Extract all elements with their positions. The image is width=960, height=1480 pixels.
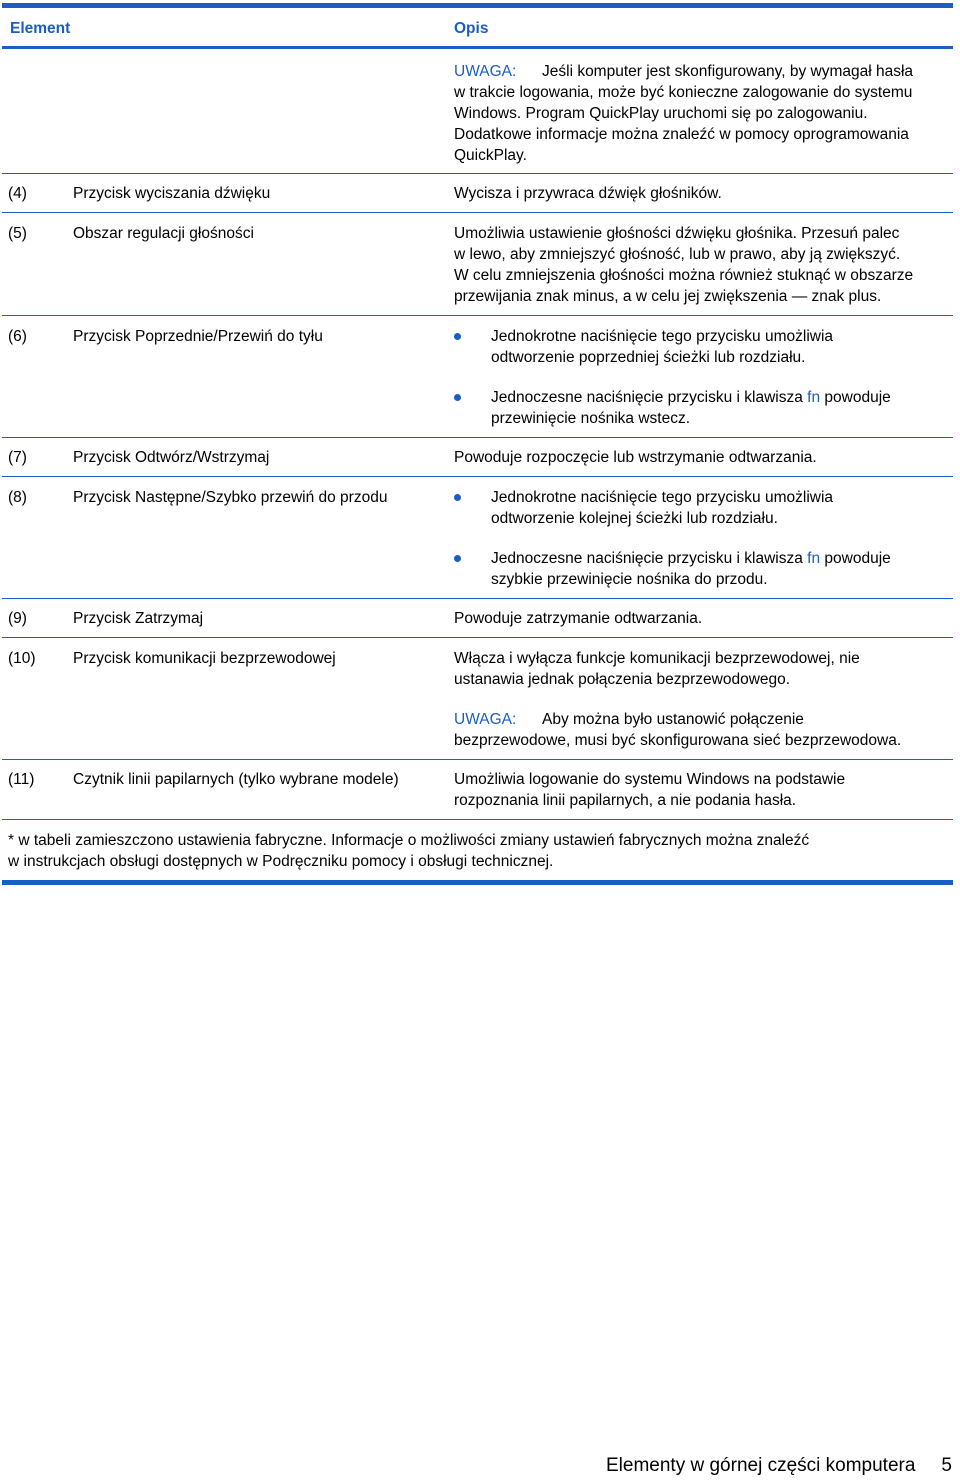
row-separator [2, 598, 953, 599]
table-footnote: * w tabeli zamieszczono ustawienia fabryczne. Informacje o możliwości zmiany ustawień fabrycznych można znaleźć w instrukcjach obsługi dostępnych w Podręczniku pomocy i obsługi technicznej. [8, 832, 810, 870]
header-rule [2, 46, 953, 49]
row-separator [2, 212, 953, 213]
bullet-icon [454, 555, 461, 562]
row-separator [2, 476, 953, 477]
note-block: UWAGA: Aby można było ustanowić połączenie bezprzewodowe, musi być skonfigurowana sieć bezprzewodowa. [454, 711, 902, 749]
note-block: UWAGA: Jeśli komputer jest skonfigurowany, by wymagał hasła w trakcie logowania, może być konieczne zalogowanie do systemu Windows. Program QuickPlay uruchomi się po zalogowaniu. Dodatkowe informacje można znaleźć w pomocy oprogramowania QuickPlay. [454, 63, 914, 164]
page-number: 5 [941, 1455, 952, 1476]
fn-key: fn [807, 550, 821, 567]
footer-section-title: Elementy w górnej części komputera [606, 1455, 916, 1476]
bullet-icon [454, 333, 461, 340]
row-separator [2, 637, 953, 638]
fn-key: fn [807, 389, 821, 406]
row-separator [2, 315, 953, 316]
note-label: UWAGA: [454, 63, 517, 80]
row-separator [2, 173, 953, 174]
bullet-icon [454, 494, 461, 501]
header-element: Element [10, 20, 71, 37]
row-separator [2, 437, 953, 438]
table-top-rule [2, 3, 953, 8]
note-label: UWAGA: [454, 711, 517, 728]
header-description: Opis [454, 20, 489, 37]
table-bottom-rule [2, 880, 953, 885]
document-page: Element Opis UWAGA: Jeśli komputer jest skonfigurowany, by wymagał hasła w trakcie logowania, może być konieczne zalogowanie do systemu Windows. Program QuickPlay uruchomi się po zalogowaniu. Dodatkowe informacje można znaleźć w pomocy oprogramowania QuickPlay. (4) Przycisk wyciszania dźwięku Wycisza i przywraca dźwięk głośników. (5) Obszar regulacji głośności Umożliwia ustawienie głośności dźwięku głośnika. Przesuń palec w lewo, aby zmniejszyć głośność, lub w prawo, aby ją zwiększyć. W celu zmniejszenia głośności można również stuknąć w obszarze przewijania znak minus, a w celu jej zwiększenia — znak plus. (6) Przycisk Poprzednie/Przewiń do tyłu Jednokrotne naciśnięcie tego przycisku umożliwia odtworzenie poprzedniej ścieżki lub rozdziału. Jednoczesne naciśnięcie przycisku i klawisza fn powoduje przewinięcie nośnika wstecz. (7) Przycisk Odtwórz/Wstrzymaj Powoduje rozpoczęcie lub wstrzymanie odtwarzania. (8) Przycisk Następne/Szybko przewiń do przodu Jednokrotne naciśnięcie tego przycisku umożliwia odtworzenie kolejnej ścieżki lub rozdziału. Jednoczesne naciśnięcie przycisku i klawisza fn powoduje szybkie przewinięcie nośnika do przodu. (9) Przycisk Zatrzymaj Powoduje zatrzymanie odtwarzania. (10) Przycisk komunikacji bezprzewodowej Włącza i wyłącza funkcje komunikacji bezprzewodowej, nie ustanawia jednak połączenia bezprzewodowego. UWAGA: Aby można było ustanowić połączenie bezprzewodowe, musi być skonfigurowana sieć bezprzewodowa. (11) Czytnik linii papilarnych (tylko wybrane modele) Umożliwia logowanie do systemu Windows na podstawie rozpoznania linii papilarnych, a nie podania hasła. * w tabeli zamieszczono ustawienia fabryczne. Informacje o możliwości zmiany ustawień fabrycznych można znaleźć w instrukcjach obsługi dostępnych w Podręczniku pomocy i obsługi technicznej. Elementy w górnej części komputera 5 [0, 0, 960, 1480]
page-footer [606, 1455, 952, 1476]
row-separator [2, 819, 953, 820]
row-separator [2, 759, 953, 760]
bullet-icon [454, 394, 461, 401]
